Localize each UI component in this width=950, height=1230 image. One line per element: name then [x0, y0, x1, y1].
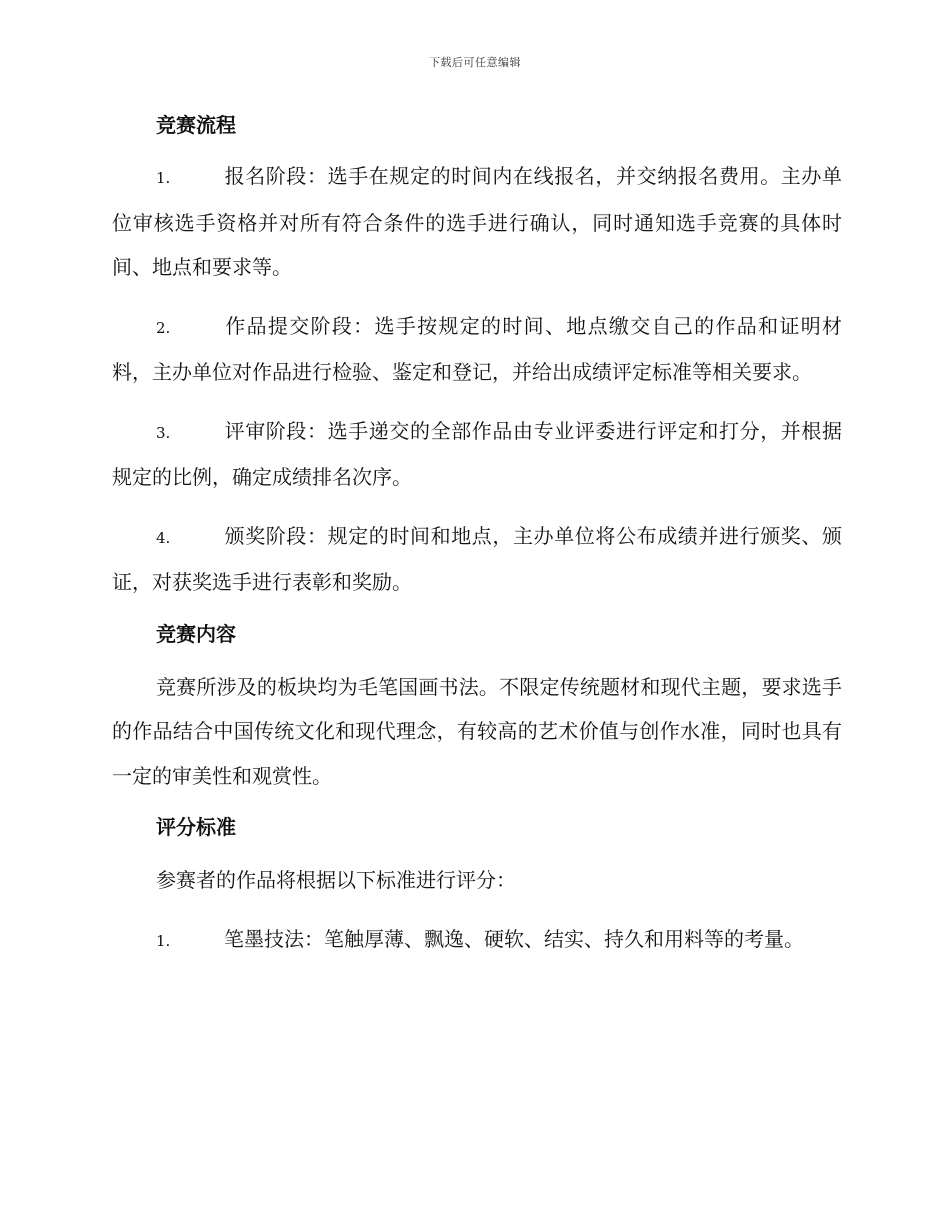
section-title-competition-content: 竞赛内容	[156, 621, 236, 646]
document-body	[112, 110, 842, 977]
list-item-text: 报名阶段：选手在规定的时间内在线报名，并交纳报名费用。主办单位审核选手资格并对所有符合条件的选手进行确认，同时通知选手竞赛的具体时间、地点和要求等。	[112, 164, 842, 279]
scoring-intro: 参赛者的作品将根据以下标准进行评分：	[156, 868, 516, 892]
list-item-text: 作品提交阶段：选手按规定的时间、地点缴交自己的作品和证明材料，主办单位对作品进行检验、鉴定和登记，并给出成绩评定标准等相关要求。	[112, 313, 842, 384]
list-item-number: 1.	[156, 931, 171, 950]
list-item-number: 2.	[156, 318, 171, 337]
section-title-scoring-criteria: 评分标准	[156, 815, 236, 839]
list-item	[112, 409, 842, 500]
list-item-number: 4.	[156, 528, 171, 547]
content-paragraph: 竞赛所涉及的板块均为毛笔国画书法。不限定传统题材和现代主题，要求选手的作品结合中国传统文化和现代理念，有较高的艺术价值与创作水准，同时也具有一定的审美性和观赏性。	[112, 674, 842, 788]
list-item	[112, 154, 842, 290]
list-item-number: 1.	[156, 169, 171, 187]
list-item-text: 笔墨技法：笔触厚薄、飘逸、硬软、结实、持久和用料等的考量。	[224, 926, 804, 951]
list-item-number: 3.	[156, 423, 171, 442]
section-title-competition-process: 竞赛流程	[156, 113, 236, 137]
list-item-text: 评审阶段：选手递交的全部作品由专业评委进行评定和打分，并根据规定的比例，确定成绩排名次序。	[112, 418, 842, 489]
list-item-text: 颁奖阶段：规定的时间和地点，主办单位将公布成绩并进行颁奖、颁证，对获奖选手进行表彰和奖励。	[112, 523, 842, 594]
header-note: 下载后可任意编辑	[429, 56, 521, 69]
list-item	[112, 304, 842, 395]
list-item	[112, 917, 842, 964]
list-item	[112, 514, 842, 605]
